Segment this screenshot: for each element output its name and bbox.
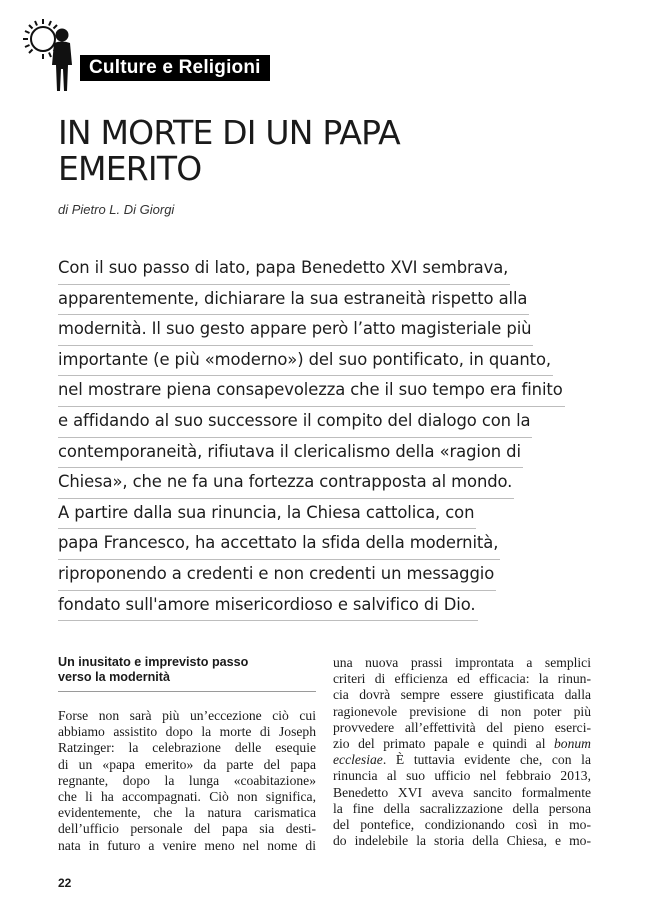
article-abstract [58, 254, 588, 621]
body-line: Ratzinger: la celebrazione delle esequie [58, 740, 316, 756]
body-text: zio del primato papale e quindi al [333, 736, 554, 752]
body-line: la fine della sacralizzazione della persona [333, 800, 591, 816]
abstract-line: apparentemente, dichiarare la sua estraneità rispetto alla [58, 285, 529, 316]
body-line [333, 752, 591, 768]
latin-term: ecclesiae [333, 752, 383, 768]
abstract-line: contemporaneità, rifiutava il clericalismo della «ragion di [58, 438, 523, 469]
body-line: del pontefice, condizionando così in mo- [333, 817, 591, 833]
page-number: 22 [58, 876, 72, 890]
abstract-line: e affidando al suo successore il compito del dialogo con la [58, 407, 532, 438]
latin-term: bonum [553, 736, 591, 752]
subheading-line: verso la modernità [58, 670, 170, 684]
body-line: Forse non sarà più un’eccezione ciò cui [58, 708, 316, 723]
body-line: evidentemente, che la natura carismatica [58, 805, 316, 821]
body-line: rinuncia al suo ufficio nel febbraio 2013, [333, 768, 591, 784]
abstract-line: riproponendo a credenti e non credenti un messaggio [58, 560, 496, 591]
body-line: Benedetto XVI aveva sancito formalmente [333, 784, 591, 800]
body-line: provvedere all’effettività del pieno eserci- [333, 719, 591, 735]
body-line: dell’ufficio personale del papa sia desti- [58, 821, 316, 837]
abstract-line: A partire dalla sua rinuncia, la Chiesa cattolica, con [58, 499, 476, 530]
body-column-right [333, 655, 591, 849]
body-line: cia dovrà sempre essere giustificata dalla [333, 687, 591, 703]
body-line: nata in futuro a venire meno nel nome di [58, 837, 316, 853]
abstract-line: fondato sull'amore misericordioso e salvifico di Dio. [58, 591, 478, 622]
title-line: IN MORTE DI UN PAPA [58, 113, 400, 152]
abstract-line: importante (e più «moderno») del suo pontificato, in quanto, [58, 346, 553, 377]
subheading-line: Un inusitato e imprevisto passo [58, 655, 249, 669]
body-column-left [58, 655, 316, 854]
body-line: do indelebile la storia della Chiesa, e mo- [333, 833, 591, 849]
abstract-line: modernità. Il suo gesto appare però l’atto magisteriale più [58, 315, 533, 346]
abstract-line: Chiesa», che ne fa una fortezza contrapposta al mondo. [58, 468, 514, 499]
title-line: EMERITO [58, 149, 202, 188]
body-line: abbiamo assistito dopo la morte di Joseph [58, 724, 316, 740]
section-logo [22, 17, 76, 95]
section-rubric: Culture e Religioni [80, 55, 270, 81]
abstract-line: Con il suo passo di lato, papa Benedetto XVI sembrava, [58, 254, 510, 285]
abstract-line: nel mostrare piena consapevolezza che il suo tempo era finito [58, 376, 565, 407]
body-line: criteri di efficienza ed efficacia: la rinun- [333, 671, 591, 687]
body-line: regnante, dopo la lunga «coabitazione» [58, 772, 316, 788]
body-line: ragionevole previsione di non poter più [333, 703, 591, 719]
body-line: che li ha accompagnati. Ciò non significa, [58, 789, 316, 805]
body-line [333, 736, 591, 752]
article-title [58, 115, 598, 187]
body-line: una nuova prassi improntata a semplici [333, 655, 591, 670]
body-line: di un «papa emerito» da parte del papa [58, 756, 316, 772]
body-text: . È tuttavia evidente che, con la [382, 752, 591, 768]
abstract-line: papa Francesco, ha accettato la sfida della modernità, [58, 529, 500, 560]
section-subheading [58, 655, 316, 692]
byline: di Pietro L. Di Giorgi [58, 202, 175, 217]
